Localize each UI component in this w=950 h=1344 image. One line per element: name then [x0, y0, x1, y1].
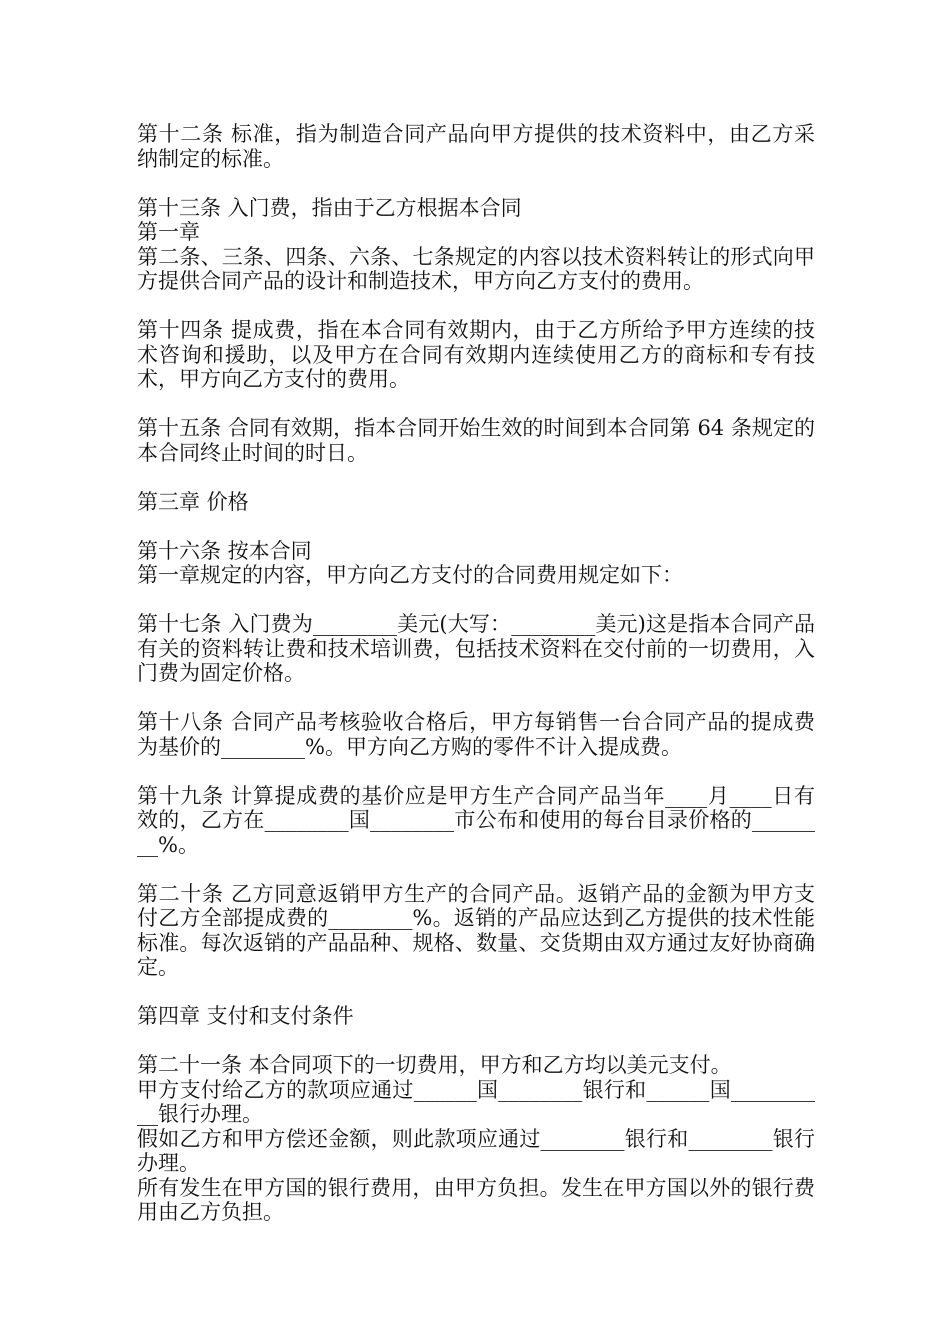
article-17: 第十七条 入门费为________美元(大写：________美元)这是指本合同产品有关的资料转让费和技术培训费，包括技术资料在交付前的一切费用，入门费为固定价格。 [137, 612, 815, 685]
chapter-1-reference: 第一章 [137, 220, 200, 244]
article-20: 第二十条 乙方同意返销甲方生产的合同产品。返销产品的金额为甲方支付乙方全部提成费的________%。返销的产品应达到乙方提供的技术性能标准。每次返销的产品品种、规格、数量、交货期由双方通过友好协商确定。 [137, 881, 815, 979]
article-12: 第十二条 标准，指为制造合同产品向甲方提供的技术资料中，由乙方采纳制定的标准。 [137, 122, 815, 171]
chapter-4-heading: 第四章 支付和支付条件 [137, 1004, 354, 1028]
article-13-intro: 第十三条 入门费，指由于乙方根据本合同 [137, 195, 522, 220]
bank-fees-clause: 所有发生在甲方国的银行费用，由甲方负担。发生在甲方国以外的银行费用由乙方负担。 [137, 1175, 815, 1224]
article-16-intro: 第十六条 按本合同 [137, 538, 312, 563]
document-page [137, 122, 815, 1225]
article-16-body: 第一章规定的内容，甲方向乙方支付的合同费用规定如下： [137, 563, 683, 587]
chapter-3-heading: 第三章 价格 [137, 489, 249, 514]
article-19: 第十九条 计算提成费的基价应是甲方生产合同产品当年____月____日有效的，乙方在________国________市公布和使用的每台目录价格的________%。 [137, 783, 815, 857]
article-13-body: 第二条、三条、四条、六条、七条规定的内容以技术资料转让的形式向甲方提供合同产品的设计和制造技术，甲方向乙方支付的费用。 [137, 244, 815, 293]
repayment-bank-clause: 假如乙方和甲方偿还金额，则此款项应通过________银行和________银行办理。 [137, 1126, 815, 1175]
article-14: 第十四条 提成费，指在本合同有效期内，由于乙方所给予甲方连续的技术咨询和援助，以及甲方在合同有效期内连续使用乙方的商标和专有技术，甲方向乙方支付的费用。 [137, 318, 815, 391]
article-15: 第十五条 合同有效期，指本合同开始生效的时间到本合同第 64 条规定的本合同终止时间的时日。 [137, 416, 815, 465]
article-21: 第二十一条 本合同项下的一切费用，甲方和乙方均以美元支付。 [137, 1053, 732, 1077]
payment-bank-clause: 甲方支付给乙方的款项应通过______国________银行和______国__________银行办理。 [137, 1077, 815, 1126]
article-18: 第十八条 合同产品考核验收合格后，甲方每销售一台合同产品的提成费为基价的________%。甲方向乙方购的零件不计入提成费。 [137, 710, 815, 759]
